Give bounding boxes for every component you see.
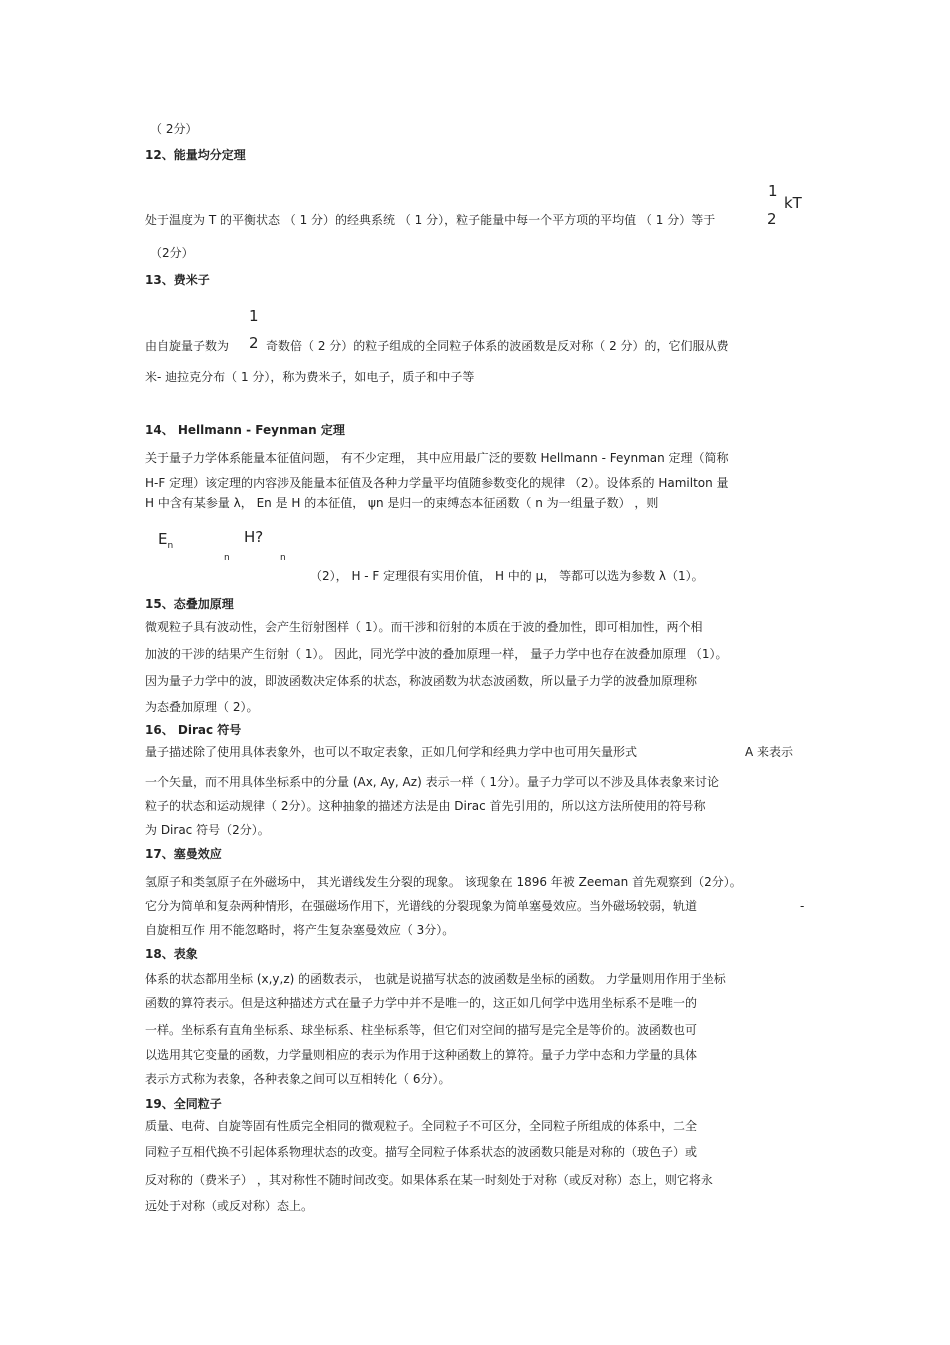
paragraph-12: 处于温度为 T 的平衡状态 （ 1 分）的经典系统 （ 1 分），粒子能量中每一个平方项的平均值 （ 1 分）等于 bbox=[145, 213, 716, 227]
paragraph-19-3: 反对称的（费米子） ，其对称性不随时间改变。如果体系在某一时刻处于对称（或反对称）态上，则它将永 bbox=[145, 1173, 713, 1187]
paragraph-15-2: 加波的干涉的结果产生衍射（ 1）。 因此，同光学中波的叠加原理一样， 量子力学中也存在波叠加原理 （1）。 bbox=[145, 647, 728, 661]
paragraph-14-2: H-F 定理）该定理的内容涉及能量本征值及各种力学量平均值随参数变化的规律 （2）。设体系的 Hamilton 量 bbox=[145, 476, 729, 490]
paragraph-18-2: 函数的算符表示。但是这种描述方式在量子力学中并不是唯一的，这正如几何学中选用坐标系不是唯一的 bbox=[145, 996, 698, 1010]
heading-14: 14、 Hellmann - Feynman 定理 bbox=[145, 423, 345, 437]
paragraph-18-5: 表示方式称为表象，各种表象之间可以互相转化（ 6分）。 bbox=[145, 1072, 451, 1086]
heading-16: 16、 Dirac 符号 bbox=[145, 723, 242, 737]
paragraph-13-c: 米- 迪拉克分布（ 1 分），称为费米子，如电子，质子和中子等 bbox=[145, 370, 475, 384]
heading-17: 17、塞曼效应 bbox=[145, 847, 222, 861]
heading-18: 18、表象 bbox=[145, 947, 198, 961]
paragraph-15-1: 微观粒子具有波动性，会产生衍射图样（ 1）。而干涉和衍射的本质在于波的叠加性，即可相加性，两个相 bbox=[145, 620, 703, 634]
heading-13: 13、费米子 bbox=[145, 273, 210, 287]
paragraph-19-4: 远处于对称（或反对称）态上。 bbox=[145, 1199, 314, 1213]
score-note: （ 2分） bbox=[150, 122, 198, 136]
paragraph-16-4: 为 Dirac 符号（2分）。 bbox=[145, 823, 270, 837]
paragraph-18-1: 体系的状态都用坐标 (x,y,z) 的函数表示， 也就是说描写状态的波函数是坐标的函数。 力学量则用作用于坐标 bbox=[145, 972, 726, 986]
paragraph-13-a: 由自旋量子数为 bbox=[145, 339, 230, 353]
frac1-numerator: 1 bbox=[768, 182, 778, 200]
paragraph-16-1: 量子描述除了使用具体表象外，也可以不取定表象，正如几何学和经典力学中也可用矢量形式 bbox=[145, 745, 638, 759]
paragraph-19-2: 同粒子互相代换不引起体系物理状态的改变。描写全同粒子体系状态的波函数只能是对称的（玻色子）或 bbox=[145, 1145, 698, 1159]
paragraph-17-2b: - bbox=[800, 899, 805, 913]
heading-19: 19、全同粒子 bbox=[145, 1097, 222, 1111]
paragraph-14-1: 关于量子力学体系能量本征值问题， 有不少定理， 其中应用最广泛的要数 Hellmann - Feynman 定理（简称 bbox=[145, 451, 729, 465]
heading-15: 15、态叠加原理 bbox=[145, 597, 234, 611]
frac2-numerator: 1 bbox=[249, 307, 259, 325]
frac1-denominator: 2 bbox=[767, 210, 777, 228]
paragraph-16-1b: A 来表示 bbox=[745, 745, 794, 759]
paragraph-16-3: 粒子的状态和运动规律（ 2分）。这种抽象的描述方法是由 Dirac 首先引用的，所以这方法所使用的符号称 bbox=[145, 799, 706, 813]
paragraph-17-3: 自旋相互作 用不能忽略时，将产生复杂塞曼效应（ 3分）。 bbox=[145, 923, 455, 937]
H-operator: H? bbox=[244, 528, 264, 546]
paragraph-15-4: 为态叠加原理（ 2）。 bbox=[145, 700, 259, 714]
paragraph-17-1: 氢原子和类氢原子在外磁场中， 其光谱线发生分裂的现象。 该现象在 1896 年被 Zeeman 首先观察到（2分）。 bbox=[145, 875, 742, 889]
paragraph-13-b: 奇数倍（ 2 分）的粒子组成的全同粒子体系的波函数是反对称（ 2 分）的，它们服从费 bbox=[266, 339, 729, 353]
kT-symbol: kT bbox=[784, 194, 802, 212]
paragraph-15-3: 因为量子力学中的波，即波函数决定体系的状态，称波函数为状态波函数，所以量子力学的波叠加原理称 bbox=[145, 674, 698, 688]
paragraph-18-3: 一样。坐标系有直角坐标系、球坐标系、柱坐标系等，但它们对空间的描写是完全是等价的。波函数也可 bbox=[145, 1023, 698, 1037]
subscript-n: n bbox=[224, 553, 230, 563]
paragraph-18-4: 以选用其它变量的函数，力学量则相应的表示为作用于这种函数上的算符。量子力学中态和力学量的具体 bbox=[145, 1048, 698, 1062]
paragraph-16-2: 一个矢量，而不用具体坐标系中的分量 (Ax, Ay, Az) 表示一样（ 1分）。量子力学可以不涉及具体表象来讨论 bbox=[145, 775, 720, 789]
subscript-n: n bbox=[280, 553, 286, 563]
En-symbol: $E_n$ bbox=[158, 530, 174, 551]
heading-12: 12、能量均分定理 bbox=[145, 148, 246, 162]
frac2-denominator: 2 bbox=[249, 334, 259, 352]
paragraph-17-2: 它分为简单和复杂两种情形，在强磁场作用下，光谱线的分裂现象为简单塞曼效应。当外磁场较弱，轨道 bbox=[145, 899, 698, 913]
score-note: （2分） bbox=[150, 246, 194, 260]
paragraph-14-3: H 中含有某参量 λ， En 是 H 的本征值， ψn 是归一的束缚态本征函数（ n 为一组量子数） ，则 bbox=[145, 496, 659, 510]
paragraph-14-4: （2）， H - F 定理很有实用价值， H 中的 μ， 等都可以选为参数 λ（1）。 bbox=[310, 569, 704, 583]
paragraph-19-1: 质量、电荷、自旋等固有性质完全相同的微观粒子。全同粒子不可区分，全同粒子所组成的体系中，二全 bbox=[145, 1119, 698, 1133]
